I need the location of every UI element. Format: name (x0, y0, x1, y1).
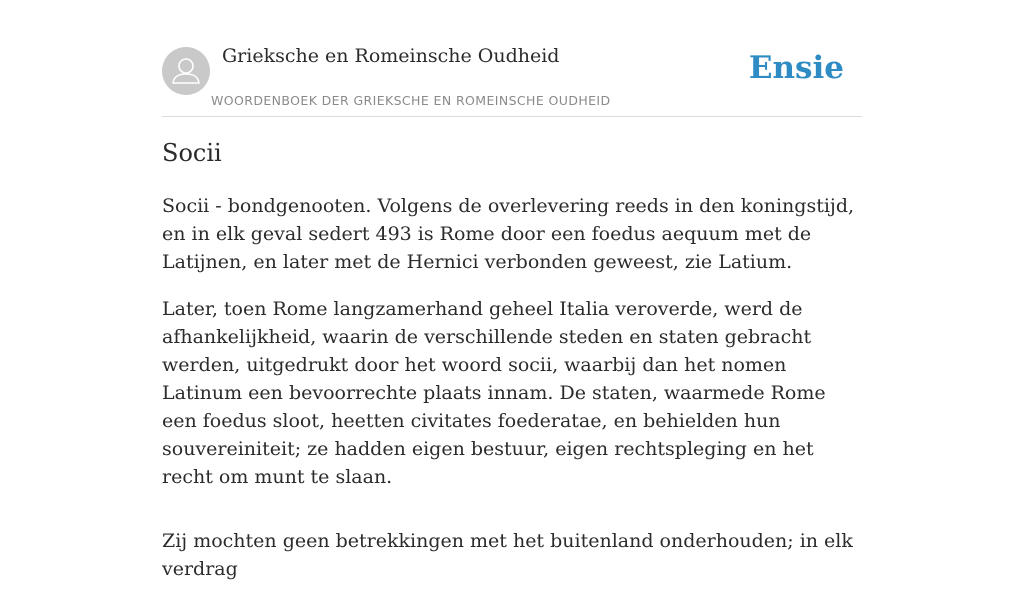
entry-paragraph: Later, toen Rome langzamerhand geheel Italia veroverde, werd de afhankelijkheid, waarin de verschillende steden en staten gebracht werden, uitgedrukt door het woord socii, waarbij dan het nomen Latinum een bevoorrechte plaats innam. De staten, waarmede Rome een foedus sloot, heetten civitates foederatae, en behielden hun souvereiniteit; ze hadden eigen bestuur, eigen rechtspleging en het recht om munt te slaan. (162, 298, 826, 488)
page-container (162, 0, 862, 580)
entry-body (162, 192, 862, 602)
user-silhouette-icon (162, 47, 210, 95)
entry-paragraph: Socii - bondgenooten. Volgens de overlevering reeds in den koningstijd, en in elk geval sedert 493 is Rome door een foedus aequum met de Latijnen, en later met de Hernici verbonden geweest, zie Latium. (162, 195, 855, 273)
source-subtitle[interactable]: WOORDENBOEK DER GRIEKSCHE EN ROMEINSCHE OUDHEID (211, 93, 611, 108)
user-avatar-icon[interactable] (162, 47, 210, 95)
entry-header (162, 0, 862, 117)
entry-paragraph: Zij mochten geen betrekkingen met het buitenland onderhouden; in elk verdrag (162, 530, 853, 580)
entry-title: Socii (162, 139, 222, 167)
source-title[interactable]: Grieksche en Romeinsche Oudheid (222, 45, 560, 67)
ensie-logo[interactable]: Ensie (748, 50, 844, 86)
